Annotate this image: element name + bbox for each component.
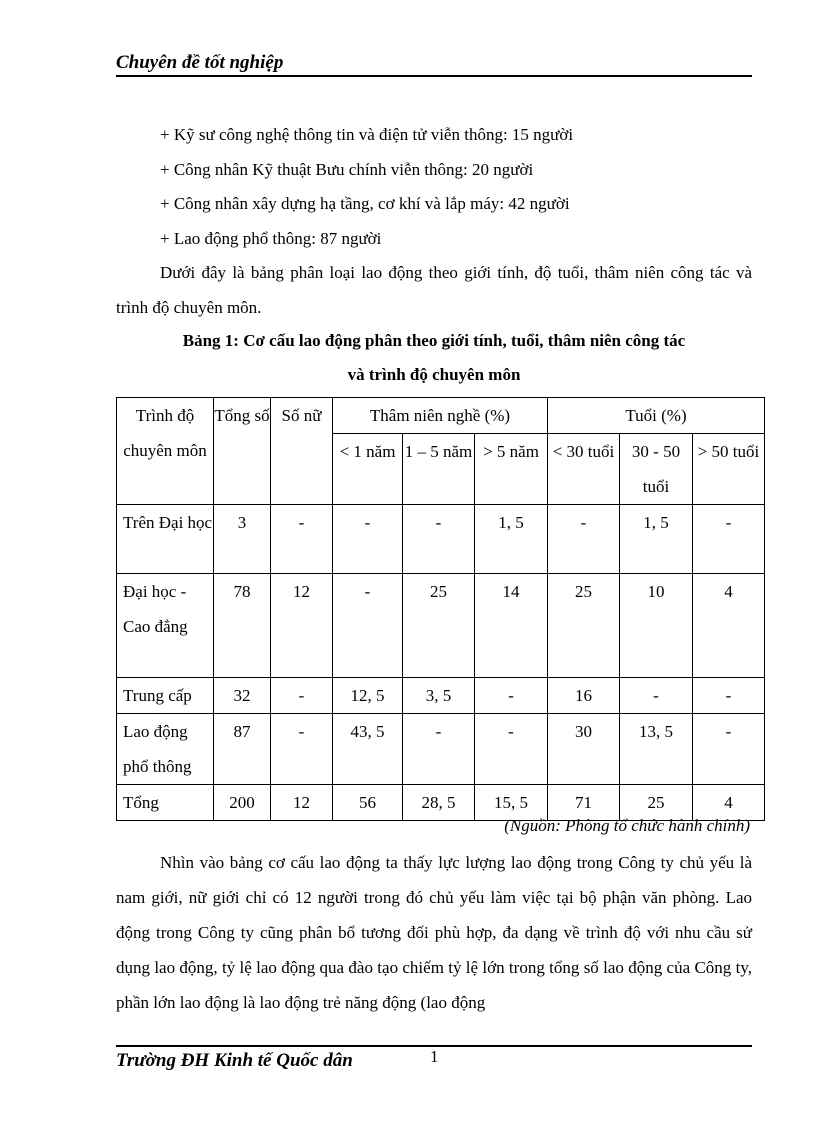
header-level: Trình độ chuyên môn [117, 398, 214, 505]
cell-age-lt30: 25 [548, 574, 620, 678]
cell-age-gt50: 4 [693, 785, 765, 821]
header-age-30to50: 30 - 50 tuổi [620, 434, 693, 505]
analysis-paragraph: Nhìn vào bảng cơ cấu lao động ta thấy lực lượng lao động trong Công ty chủ yếu là nam giới, nữ giới chỉ có 12 người trong đó chủ yếu làm việc tại bộ phận văn phòng. Lao động trong Công ty cũng phân bổ tương đối phù hợp, đa dạng về trình độ với nhu cầu sử dụng lao động, tỷ lệ lao động qua đào tạo chiếm tỷ lệ lớn trong tổng số lao động của Công ty, phần lớn lao động là lao động trẻ năng động (lao động [116, 853, 752, 1012]
cell-female: - [271, 678, 333, 714]
header-female: Số nữ [271, 398, 333, 505]
header-divider [116, 75, 752, 77]
cell-seniority-1to5: 25 [403, 574, 475, 678]
row-label: Tổng [117, 785, 214, 821]
cell-age-30to50: 1, 5 [620, 505, 693, 574]
cell-seniority-1to5: 3, 5 [403, 678, 475, 714]
cell-total: 32 [214, 678, 271, 714]
cell-total: 3 [214, 505, 271, 574]
cell-seniority-1to5: - [403, 714, 475, 785]
cell-seniority-lt1: 12, 5 [333, 678, 403, 714]
cell-female: 12 [271, 785, 333, 821]
header-total: Tổng số [214, 398, 271, 505]
cell-seniority-1to5: - [403, 505, 475, 574]
cell-seniority-gt5: 14 [475, 574, 548, 678]
cell-total: 78 [214, 574, 271, 678]
row-label: Trên Đại học [117, 505, 214, 574]
cell-age-gt50: - [693, 505, 765, 574]
cell-seniority-lt1: 43, 5 [333, 714, 403, 785]
cell-total: 200 [214, 785, 271, 821]
table-row [117, 574, 765, 678]
cell-age-lt30: 71 [548, 785, 620, 821]
bullet-item: + Lao động phổ thông: 87 người [160, 229, 382, 248]
header-age-lt30: < 30 tuổi [548, 434, 620, 505]
row-label: Trung cấp [117, 678, 214, 714]
cell-age-gt50: 4 [693, 574, 765, 678]
footer-school-name: Trường ĐH Kinh tế Quốc dân [116, 1050, 353, 1071]
cell-total: 87 [214, 714, 271, 785]
cell-seniority-1to5: 28, 5 [403, 785, 475, 821]
table-row [117, 714, 765, 785]
header-seniority-group: Thâm niên nghề (%) [333, 398, 548, 434]
cell-seniority-lt1: - [333, 574, 403, 678]
row-label: Lao động phổ thông [117, 714, 214, 785]
cell-age-lt30: 30 [548, 714, 620, 785]
header-seniority-lt1: < 1 năm [333, 434, 403, 505]
cell-female: - [271, 714, 333, 785]
cell-female: 12 [271, 574, 333, 678]
cell-seniority-gt5: - [475, 678, 548, 714]
table-caption-line1: Bảng 1: Cơ cấu lao động phân theo giới tính, tuổi, thâm niên công tác [182, 331, 686, 350]
bullet-item: + Kỹ sư công nghệ thông tin và điện tử viễn thông: 15 người [160, 125, 574, 144]
cell-seniority-lt1: 56 [333, 785, 403, 821]
bullet-item: + Công nhân Kỹ thuật Bưu chính viễn thông: 20 người [160, 160, 534, 179]
page-number: 1 [430, 1047, 439, 1066]
page-header-title: Chuyên đề tốt nghiệp [116, 52, 284, 73]
table-row [117, 678, 765, 714]
cell-age-gt50: - [693, 678, 765, 714]
labor-structure-table [116, 397, 765, 821]
cell-seniority-gt5: - [475, 714, 548, 785]
cell-age-lt30: 16 [548, 678, 620, 714]
header-age-group: Tuổi (%) [548, 398, 765, 434]
table-row [117, 505, 765, 574]
cell-age-lt30: - [548, 505, 620, 574]
table-caption-line2: và trình độ chuyên môn [347, 365, 521, 384]
header-seniority-1to5: 1 – 5 năm [403, 434, 475, 505]
row-label: Đại học - Cao đẳng [117, 574, 214, 678]
cell-age-30to50: 10 [620, 574, 693, 678]
header-age-gt50: > 50 tuổi [693, 434, 765, 505]
cell-age-30to50: 13, 5 [620, 714, 693, 785]
cell-seniority-lt1: - [333, 505, 403, 574]
cell-female: - [271, 505, 333, 574]
bullet-item: + Công nhân xây dựng hạ tầng, cơ khí và lắp máy: 42 người [160, 194, 570, 213]
cell-age-30to50: 25 [620, 785, 693, 821]
cell-seniority-gt5: 1, 5 [475, 505, 548, 574]
cell-age-30to50: - [620, 678, 693, 714]
cell-age-gt50: - [693, 714, 765, 785]
cell-seniority-gt5: 15, 5 [475, 785, 548, 821]
table-source-note: (Nguồn: Phòng tổ chức hành chính) [504, 816, 750, 835]
intro-paragraph: Dưới đây là bảng phân loại lao động theo giới tính, độ tuổi, thâm niên công tác và trình độ chuyên môn. [116, 263, 752, 317]
header-seniority-gt5: > 5 năm [475, 434, 548, 505]
